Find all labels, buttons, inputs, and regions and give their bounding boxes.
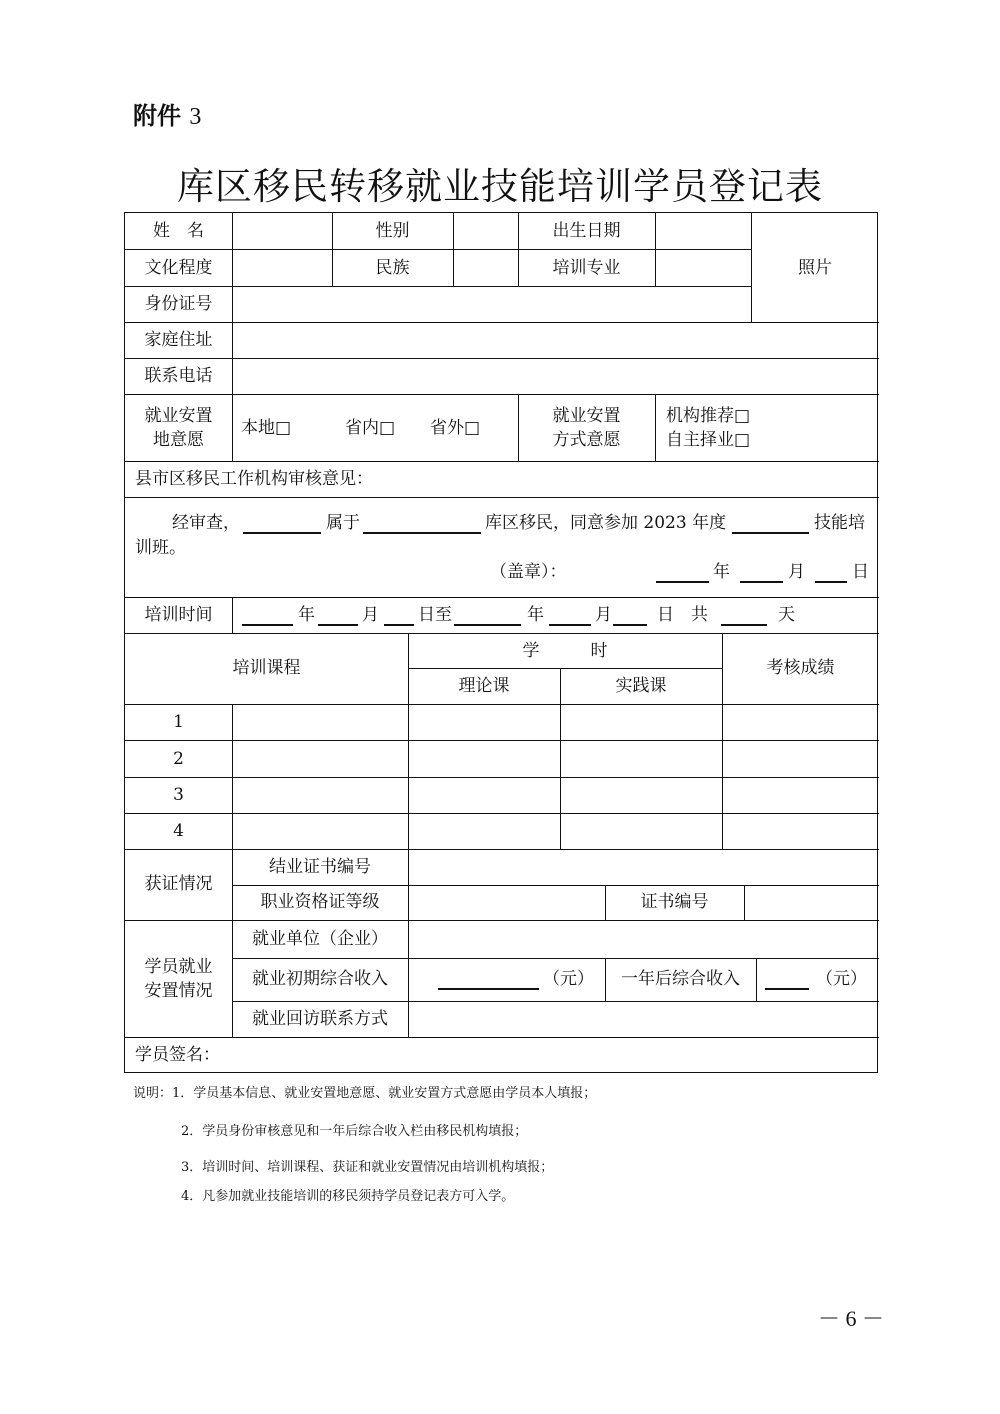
cert-label: 获证情况 <box>144 874 213 894</box>
hours-label: 学 时 <box>522 641 608 661</box>
placement-mode-label: 就业安置 <box>552 406 621 426</box>
qualification-label: 职业资格证等级 <box>260 892 380 912</box>
option-agency: 机构推荐□ <box>666 406 751 426</box>
grid-line <box>232 885 879 886</box>
grid-line <box>125 704 879 705</box>
note-2: 2．学员身份审核意见和一年后综合收入栏由移民机构填报； <box>181 1124 528 1139</box>
course-row-number: 1 <box>173 712 184 732</box>
grid-line <box>232 704 233 849</box>
review-text: 训班。 <box>135 538 186 558</box>
blank-underline[interactable] <box>732 532 809 534</box>
score-label: 考核成绩 <box>766 658 835 678</box>
day-to-label: 日至 <box>418 605 452 625</box>
practice-label: 实践课 <box>615 676 667 696</box>
option-self: 自主择业□ <box>666 430 751 450</box>
year-label: 年 <box>298 605 315 625</box>
blank-underline[interactable] <box>815 581 847 583</box>
blank-underline[interactable] <box>613 624 647 626</box>
grid-line <box>125 740 879 741</box>
grid-line <box>125 322 879 323</box>
grid-line <box>453 213 454 286</box>
blank-underline[interactable] <box>318 624 358 626</box>
major-label: 培训专业 <box>552 258 621 278</box>
employer-label: 就业单位（企业） <box>252 929 388 949</box>
followup-label: 就业回访联系方式 <box>252 1009 388 1029</box>
education-label: 文化程度 <box>144 258 213 278</box>
blank-underline[interactable] <box>363 532 481 534</box>
page-number: － 6 － <box>818 1306 885 1331</box>
grid-line <box>125 1037 879 1038</box>
total-label: 日 共 <box>657 605 708 625</box>
grid-line <box>125 597 879 598</box>
signature-label: 学员签名： <box>135 1045 220 1065</box>
course-label: 培训课程 <box>232 658 301 678</box>
grid-line <box>232 597 233 633</box>
days-label: 天 <box>778 605 795 625</box>
training-time-label: 培训时间 <box>144 605 213 625</box>
ethnicity-label: 民族 <box>375 258 410 278</box>
note-4: 4．凡参加就业技能培训的移民须持学员登记表方可入学。 <box>181 1189 515 1204</box>
later-income-label: 一年后综合收入 <box>621 969 740 989</box>
grid-line <box>655 394 656 461</box>
year-label: 年 <box>527 605 544 625</box>
course-row-number: 3 <box>173 785 184 805</box>
month-label: 月 <box>595 605 612 625</box>
course-row-number: 2 <box>173 749 184 769</box>
grid-line <box>125 394 879 395</box>
attachment-label: 附件 3 <box>133 102 202 130</box>
review-text: 经审查， <box>172 513 240 533</box>
yuan-label: （元） <box>543 969 594 989</box>
grid-line <box>232 1001 879 1002</box>
grid-line <box>756 958 757 1001</box>
completion-cert-label: 结业证书编号 <box>269 857 371 877</box>
id-number-label: 身份证号 <box>144 294 213 314</box>
theory-label: 理论课 <box>458 676 510 696</box>
grid-line <box>232 958 879 959</box>
blank-underline[interactable] <box>721 624 767 626</box>
registration-form <box>124 212 878 1073</box>
grid-line <box>125 461 879 462</box>
review-label: 县市区移民工作机构审核意见： <box>135 469 373 489</box>
grid-line <box>125 813 879 814</box>
grid-line <box>408 849 409 1037</box>
employment-label: 安置情况 <box>144 981 213 1001</box>
grid-line <box>655 213 656 286</box>
grid-line <box>232 394 233 461</box>
option-in-province: 省内□ <box>345 418 396 438</box>
note-3: 3．培训时间、培训课程、获证和就业安置情况由培训机构填报； <box>181 1160 554 1175</box>
blank-underline[interactable] <box>243 532 321 534</box>
blank-underline[interactable] <box>242 624 293 626</box>
option-local: 本地□ <box>241 418 292 438</box>
gender-label: 性别 <box>375 221 410 241</box>
grid-line <box>125 249 751 250</box>
option-out-province: 省外□ <box>430 418 481 438</box>
blank-underline[interactable] <box>765 988 809 990</box>
grid-line <box>744 885 745 920</box>
day-label: 日 <box>852 562 869 582</box>
review-text: 库区移民，同意参加 2023 年度 <box>485 513 727 533</box>
grid-line <box>125 497 879 498</box>
grid-line <box>125 633 879 634</box>
employment-label: 学员就业 <box>144 957 213 977</box>
grid-line <box>408 633 409 849</box>
birth-date-label: 出生日期 <box>552 221 621 241</box>
month-label: 月 <box>788 562 805 582</box>
placement-area-label: 地意愿 <box>153 430 204 450</box>
cert-no-label: 证书编号 <box>640 892 709 912</box>
blank-underline[interactable] <box>438 988 539 990</box>
month-label: 月 <box>362 605 379 625</box>
blank-underline[interactable] <box>454 624 521 626</box>
grid-line <box>408 668 722 669</box>
grid-line <box>125 286 751 287</box>
page-title: 库区移民转移就业技能培训学员登记表 <box>177 165 823 208</box>
blank-underline[interactable] <box>656 581 709 583</box>
grid-line <box>125 920 879 921</box>
photo-label: 照片 <box>798 258 832 278</box>
review-text: 属于 <box>326 513 360 533</box>
grid-line <box>125 777 879 778</box>
blank-underline[interactable] <box>740 581 783 583</box>
phone-label: 联系电话 <box>144 366 213 386</box>
review-text: 技能培 <box>814 513 865 533</box>
seal-label: （盖章）： <box>490 562 567 582</box>
yuan-label: （元） <box>816 969 867 989</box>
address-label: 家庭住址 <box>144 330 213 350</box>
grid-line <box>125 849 879 850</box>
course-row-number: 4 <box>173 821 184 841</box>
placement-mode-label: 方式意愿 <box>552 430 621 450</box>
blank-underline[interactable] <box>384 624 414 626</box>
placement-area-label: 就业安置 <box>144 406 213 426</box>
name-label: 姓 名 <box>153 221 204 241</box>
initial-income-label: 就业初期综合收入 <box>252 969 388 989</box>
year-label: 年 <box>713 562 730 582</box>
note-1: 说明：1．学员基本信息、就业安置地意愿、就业安置方式意愿由学员本人填报； <box>133 1086 597 1101</box>
grid-line <box>125 358 879 359</box>
blank-underline[interactable] <box>549 624 591 626</box>
